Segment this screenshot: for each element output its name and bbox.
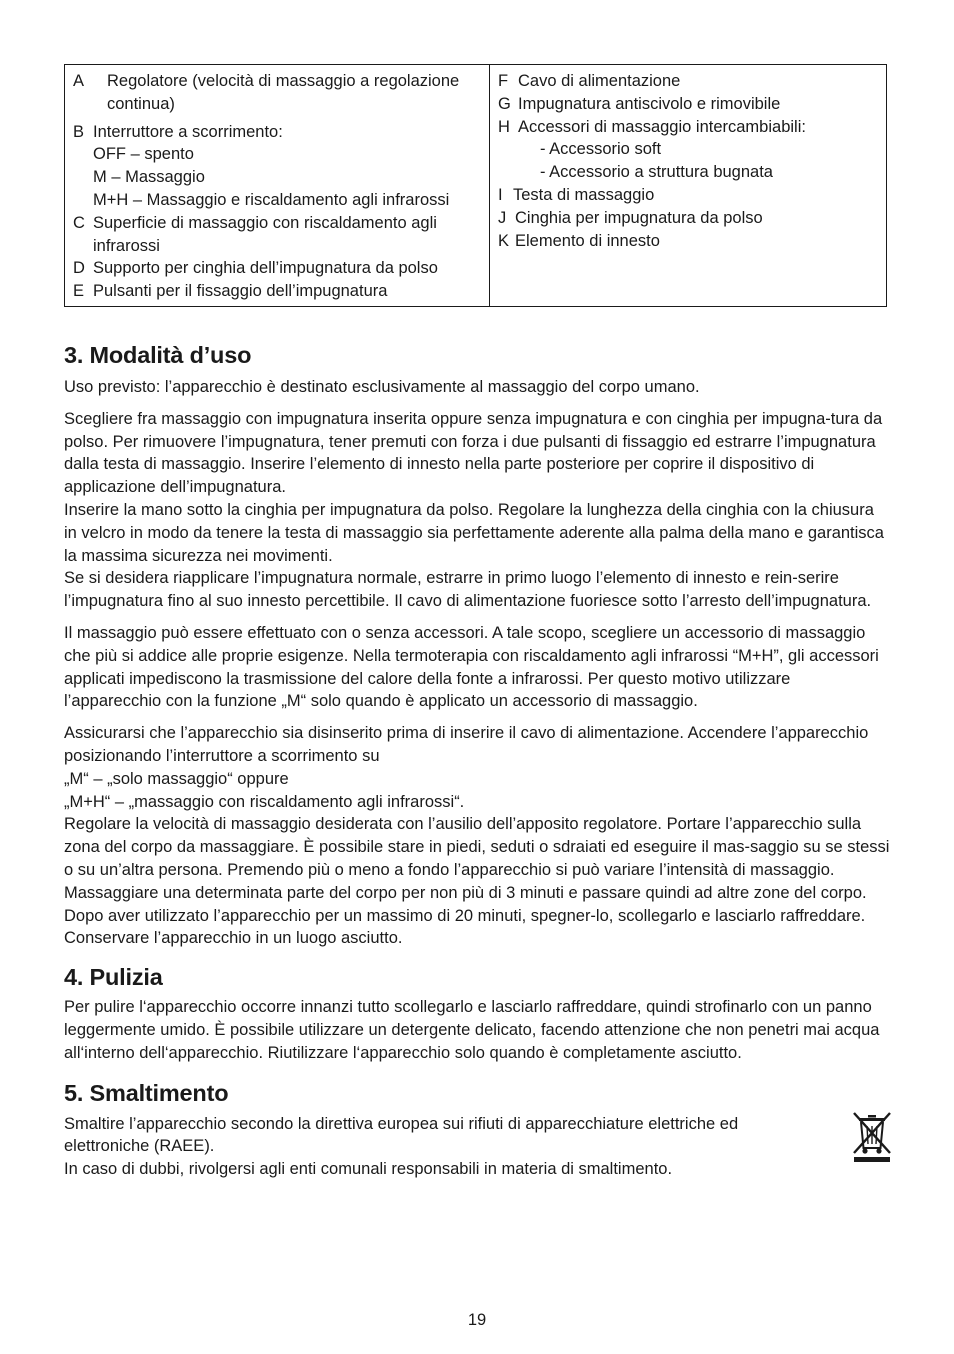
parts-table	[64, 64, 887, 307]
usage-paragraph: Il massaggio può essere effettuato con o senza accessori. A tale scopo, scegliere un accessorio di massaggio che più si addice alle proprie esigenze. Nella termoterapia con riscaldamento agli infrarossi “M+H”, gli accessori applicati impediscono la trasmissione del calore della fonte a infrarossi. Per questo motivo utilizzare l’apparecchio con la funzione „M“ solo quando è applicato un accessorio di massaggio.	[64, 623, 879, 711]
section-title-usage: 3. Modalità d’uso	[64, 342, 252, 368]
page-number: 19	[467, 1311, 487, 1329]
usage-paragraph: Regolare la velocità di massaggio desiderata con l’ausilio dell’apposito regolatore. Portare l’apparecchio sulla zona del corpo da massaggiare. È possibile stare in piedi, seduti o sdraiati ed eseguire il mas-saggio su se stessi o su un’altra persona. Premendo più o meno a fondo l’apparecchio si può variare l’intensità di massaggio. Massaggiare una determinata parte del corpo per non più di 3 minuti e passare quindi ad altre zone del corpo. Dopo aver utilizzato l’apparecchio per un massimo di 20 minuti, spegner-lo, scollegarlo e lasciarlo raffreddare. Conservare l’apparecchio in un luogo asciutto.	[64, 815, 890, 948]
cleaning-paragraph: Per pulire l‘apparecchio occorre innanzi tutto scollegarlo e lasciarlo raffreddare, quindi strofinarlo con un panno leggermente umido. È possibile utilizzare un detergente delicato, facendo attenzione che non penetri mai acqua all‘interno dell‘apparecchio. Riutilizzare l‘apparecchio solo quando è completamente asciutto.	[64, 998, 880, 1062]
usage-paragraph: „M“ – „solo massaggio“ oppure	[64, 769, 289, 788]
part-letter: A	[73, 72, 85, 90]
usage-paragraph: „M+H“ – „massaggio con riscaldamento agli infrarossi“.	[64, 792, 465, 811]
part-subitem: OFF – spento	[93, 145, 194, 164]
part-item-i	[498, 184, 878, 207]
part-item-e	[73, 280, 481, 303]
usage-paragraph: Uso previsto: l’apparecchio è destinato esclusivamente al massaggio del corpo umano.	[64, 378, 700, 396]
part-letter: G	[498, 94, 511, 113]
usage-paragraph: Inserire la mano sotto la cinghia per impugnatura da polso. Regolare la lunghezza della cinghia con la chiusura in velcro in modo da tenere la testa di massaggio sia perfettamente aderente alla palma della mano e garantisca la massima sicurezza nei movimenti.	[64, 500, 884, 565]
part-subitem: - Accessorio a struttura bugnata	[540, 163, 773, 182]
part-desc	[93, 121, 481, 212]
part-letter: J	[498, 208, 507, 227]
part-letter: D	[73, 259, 85, 278]
usage-paragraph: Scegliere fra massaggio con impugnatura inserita oppure senza impugnatura e con cinghia per impugna-tura da polso. Per rimuovere l’impugnatura, tener premuti con forza i due pulsanti di fissaggio ed estrarre l’impugnatura dalla testa di massaggio. Inserire l’elemento di innesto nella parte posteriore per coprire il dispositivo di applicazione dell’impugnatura.	[64, 409, 883, 497]
part-desc: Elemento di innesto	[515, 231, 660, 250]
part-item-c	[73, 212, 481, 258]
part-item-h	[498, 116, 878, 184]
part-letter: F	[498, 72, 509, 90]
disposal-paragraph: In caso di dubbi, rivolgersi agli enti comunali responsabili in materia di smaltimento.	[64, 1160, 673, 1179]
part-letter: C	[73, 213, 85, 232]
part-item-b	[73, 121, 481, 212]
weee-crossed-bin-icon	[852, 1111, 892, 1163]
part-letter: I	[498, 185, 503, 204]
page-content	[64, 340, 890, 1181]
part-item-a	[73, 70, 481, 116]
part-letter: B	[73, 122, 85, 141]
part-desc: Cavo di alimentazione	[518, 72, 681, 90]
section-title-cleaning: 4. Pulizia	[64, 964, 163, 991]
usage-paragraph: Se si desidera riapplicare l’impugnatura normale, estrarre in primo luogo l’elemento di innesto e rein-serire l’impugnatura fino al suo innesto percettibile. Il cavo di alimentazione fuoriesce sotto l’arresto dell’impugnatura.	[64, 569, 872, 611]
part-desc: Testa di massaggio	[513, 185, 655, 204]
part-letter: K	[498, 231, 510, 250]
part-desc: Regolatore (velocità di massaggio a regolazione continua)	[107, 72, 460, 113]
disposal-block	[64, 1113, 890, 1181]
part-item-d	[73, 257, 481, 280]
part-desc: Superficie di massaggio con riscaldamento agli infrarossi	[93, 213, 437, 255]
part-item-k	[498, 230, 878, 253]
part-letter: H	[498, 117, 510, 136]
part-desc: Pulsanti per il fissaggio dell’impugnatura	[93, 282, 388, 301]
part-desc: Cinghia per impugnatura da polso	[515, 208, 763, 227]
part-subitem: M – Massaggio	[93, 168, 205, 187]
part-desc	[518, 116, 878, 184]
part-desc-text: Interruttore a scorrimento:	[93, 122, 283, 141]
part-item-g	[498, 93, 878, 116]
part-desc-text: Accessori di massaggio intercambiabili:	[518, 117, 806, 136]
part-subitem: - Accessorio soft	[540, 140, 662, 159]
part-item-f	[498, 70, 878, 93]
usage-paragraph: Assicurarsi che l’apparecchio sia disinserito prima di inserire il cavo di alimentazione. Accendere l’apparecchio posizionando l’interruttore a scorrimento su	[64, 724, 869, 765]
section-title-disposal: 5. Smaltimento	[64, 1079, 229, 1106]
parts-column-left	[65, 65, 490, 306]
part-item-j	[498, 207, 878, 230]
part-desc: Supporto per cinghia dell’impugnatura da polso	[93, 259, 438, 278]
part-letter: E	[73, 282, 85, 301]
part-subitem: M+H – Massaggio e riscaldamento agli infrarossi	[93, 190, 450, 209]
parts-column-right	[490, 65, 886, 306]
part-desc: Impugnatura antiscivolo e rimovibile	[518, 94, 781, 113]
disposal-paragraph: Smaltire l’apparecchio secondo la direttiva europea sui rifiuti di apparecchiature elettriche ed elettroniche (RAEE).	[64, 1114, 739, 1156]
